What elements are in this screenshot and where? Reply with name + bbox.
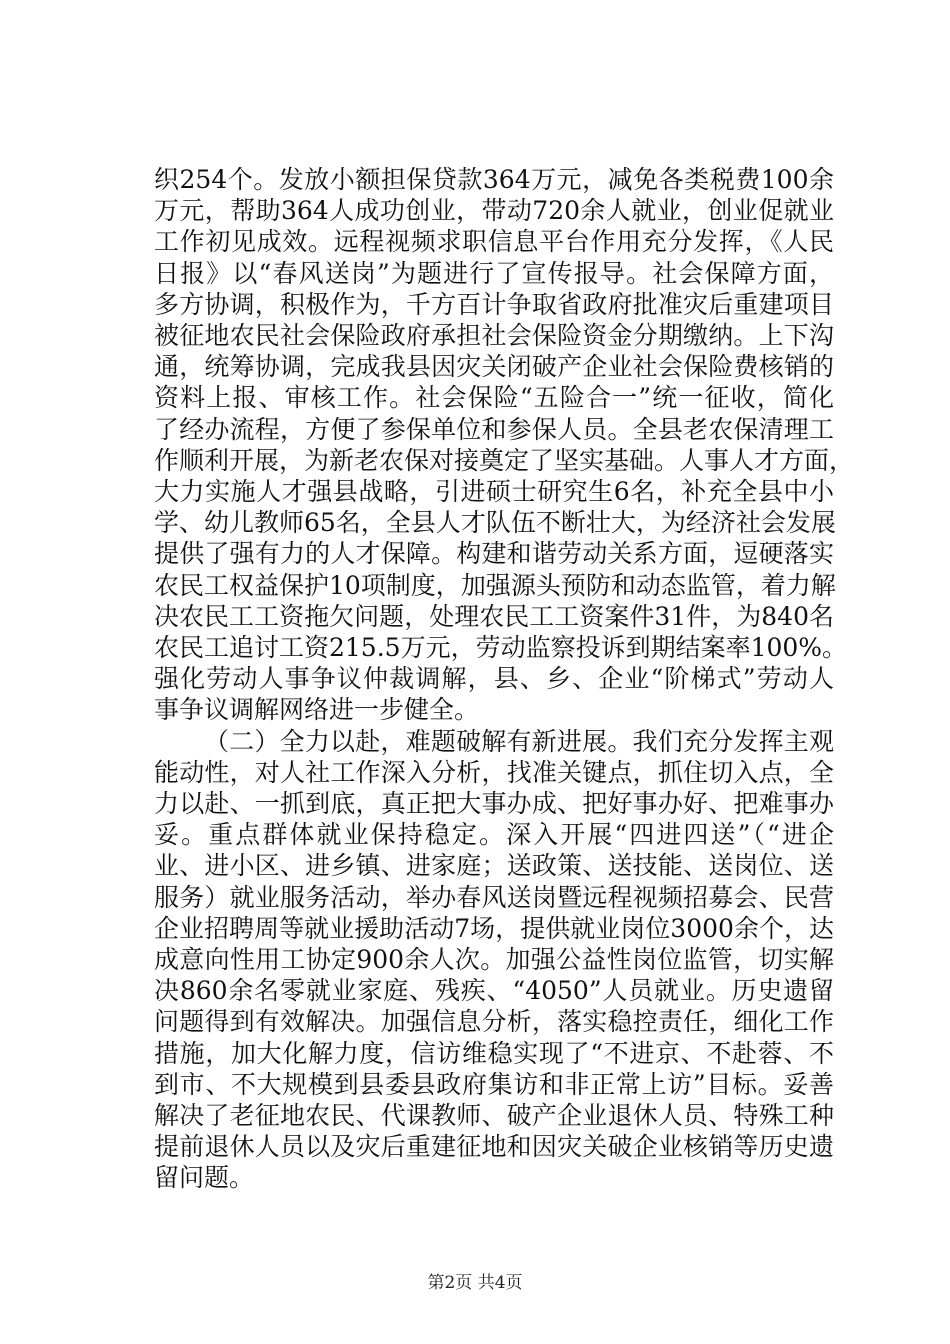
paragraph-line: 成意向性用工协定900余人次。加强公益性岗位监管，切实解: [154, 945, 834, 974]
paragraph-line: 强化劳动人事争议仲裁调解，县、乡、企业“阶梯式”劳动人: [154, 664, 834, 694]
paragraph-line: 学、幼儿教师65名，全县人才队伍不断壮大，为经济社会发展: [154, 508, 836, 538]
paragraph-line: 业、进小区、进乡镇、进家庭；送政策、送技能、送岗位、送: [154, 851, 834, 881]
paragraph-line: 资料上报、审核工作。社会保险“五险合一”统一征收，简化: [154, 383, 834, 413]
section-heading-line: （二）全力以赴，难题破解有新进展。我们充分发挥主观: [204, 726, 834, 756]
paragraph-line: 多方协调，积极作为，千方百计争取省政府批准灾后重建项目: [154, 289, 834, 319]
page-number-footer: 第2页 共4页: [427, 1273, 523, 1293]
paragraph-line: 服务）就业服务活动，举办春风送岗暨远程视频招募会、民营: [154, 882, 834, 912]
paragraph-line: 被征地农民社会保险政府承担社会保险资金分期缴纳。上下沟: [154, 321, 834, 350]
paragraph-line: 了经办流程，方便了参保单位和参保人员。全县老农保清理工: [154, 414, 834, 444]
paragraph-line: 能动性，对人社工作深入分析，找准关键点，抓住切入点，全: [154, 757, 834, 787]
paragraph-line: 工作初见成效。远程视频求职信息平台作用充分发挥，《人民: [154, 227, 834, 257]
paragraph-line: 妥。重点群体就业保持稳定。深入开展“四进四送”（“进企: [154, 820, 834, 850]
paragraph-line: 力以赴、一抓到底，真正把大事办成、把好事办好、把难事办: [154, 789, 834, 818]
paragraph-line: 决农民工工资拖欠问题，处理农民工工资案件31件，为840名: [154, 601, 834, 631]
paragraph-line: 事争议调解网络进一步健全。: [154, 695, 480, 725]
paragraph-line: 作顺利开展，为新老农保对接奠定了坚实基础。人事人才方面，: [154, 445, 855, 475]
paragraph-line: 提供了强有力的人才保障。构建和谐劳动关系方面，逗硬落实: [154, 539, 834, 569]
paragraph-line: 决860余名零就业家庭、残疾、“4050”人员就业。历史遗留: [154, 976, 834, 1006]
paragraph-line: 大力实施人才强县战略，引进硕士研究生6名，补充全县中小: [154, 477, 834, 506]
paragraph-line: 提前退休人员以及灾后重建征地和因灾关破企业核销等历史遗: [154, 1132, 834, 1162]
paragraph-line: 农民工权益保护10项制度，加强源头预防和动态监管，着力解: [154, 570, 836, 600]
paragraph-line: 农民工追讨工资215.5万元，劳动监察投诉到期结案率100%。: [154, 633, 848, 662]
paragraph-line: 织254个。发放小额担保贷款364万元，减免各类税费100余: [154, 165, 834, 194]
paragraph-line: 日报》以“春风送岗”为题进行了宣传报导。社会保障方面，: [154, 258, 834, 288]
paragraph-line: 问题得到有效解决。加强信息分析，落实稳控责任，细化工作: [154, 1007, 834, 1037]
paragraph-line: 通，统筹协调，完成我县因灾关闭破产企业社会保险费核销的: [154, 352, 834, 382]
paragraph-line: 解决了老征地农民、代课教师、破产企业退休人员、特殊工种: [154, 1101, 834, 1130]
paragraph-line: 措施，加大化解力度，信访维稳实现了“不进京、不赴蓉、不: [154, 1038, 834, 1068]
paragraph-line: 留问题。: [154, 1163, 255, 1193]
paragraph-line: 万元，帮助364人成功创业，带动720余人就业，创业促就业: [154, 196, 834, 226]
paragraph-line: 企业招聘周等就业援助活动7场，提供就业岗位3000余个，达: [154, 913, 834, 943]
paragraph-line: 到市、不大规模到县委县政府集访和非正常上访”目标。妥善: [154, 1069, 834, 1099]
